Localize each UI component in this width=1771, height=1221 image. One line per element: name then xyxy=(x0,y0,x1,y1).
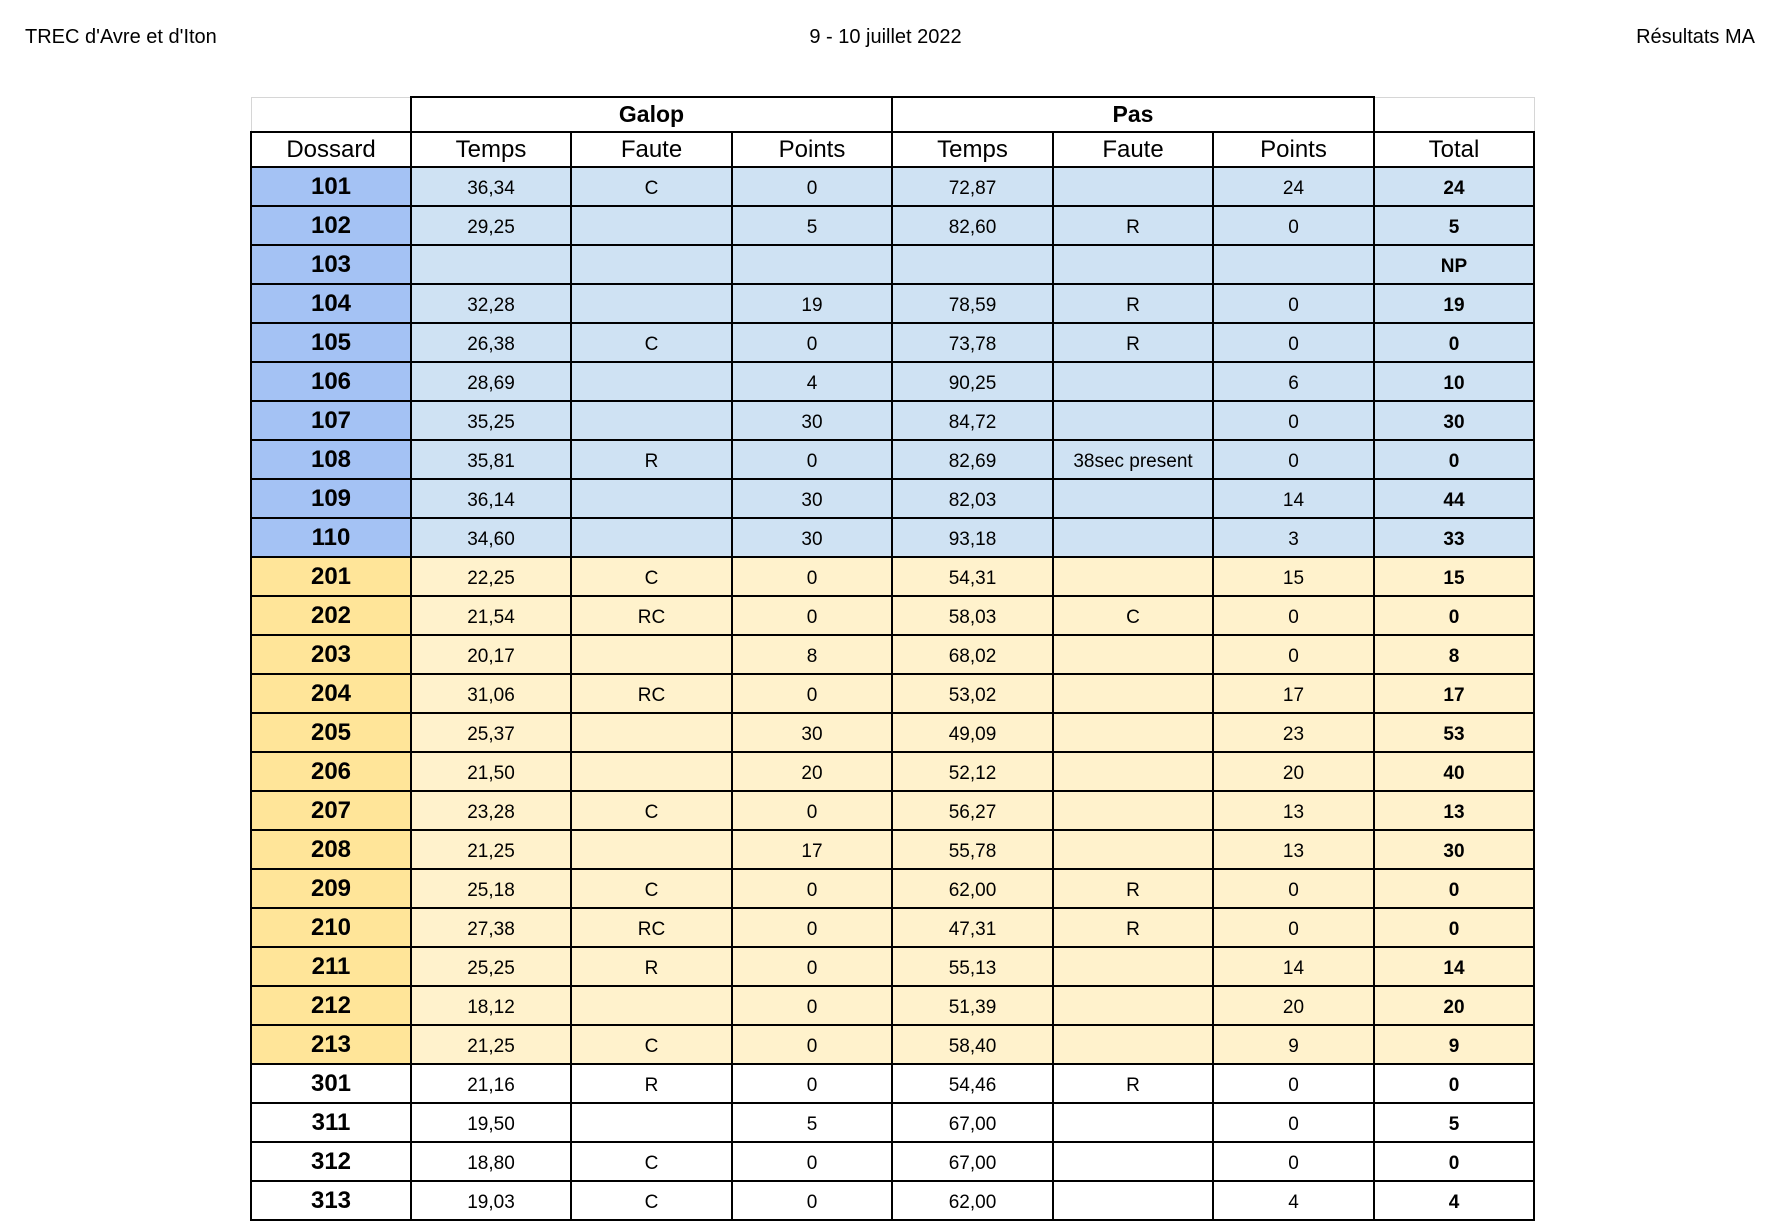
galop-temps-cell: 20,17 xyxy=(411,635,571,674)
pas-points-cell: 3 xyxy=(1213,518,1374,557)
total-cell: 0 xyxy=(1374,1142,1534,1181)
pas-temps-cell: 82,69 xyxy=(892,440,1053,479)
galop-temps-cell: 18,80 xyxy=(411,1142,571,1181)
column-header-galop-faute: Faute xyxy=(571,132,732,167)
galop-faute-cell: C xyxy=(571,1142,732,1181)
galop-points-cell: 0 xyxy=(732,1142,892,1181)
results-body xyxy=(251,167,1534,1220)
galop-faute-cell xyxy=(571,1103,732,1142)
galop-temps-cell: 28,69 xyxy=(411,362,571,401)
group-header-pas: Pas xyxy=(892,97,1374,132)
total-cell: 15 xyxy=(1374,557,1534,596)
pas-points-cell: 6 xyxy=(1213,362,1374,401)
pas-points-cell: 9 xyxy=(1213,1025,1374,1064)
total-cell: 5 xyxy=(1374,206,1534,245)
galop-points-cell: 0 xyxy=(732,1064,892,1103)
galop-faute-cell xyxy=(571,284,732,323)
galop-faute-cell: C xyxy=(571,869,732,908)
galop-points-cell: 0 xyxy=(732,323,892,362)
dossard-cell: 205 xyxy=(251,713,411,752)
galop-temps-cell: 36,14 xyxy=(411,479,571,518)
table-row xyxy=(251,635,1534,674)
table-row xyxy=(251,206,1534,245)
pas-faute-cell xyxy=(1053,401,1213,440)
table-row xyxy=(251,479,1534,518)
total-cell: 19 xyxy=(1374,284,1534,323)
document-title: TREC d'Avre et d'Iton xyxy=(25,26,217,48)
dossard-cell: 107 xyxy=(251,401,411,440)
table-row xyxy=(251,908,1534,947)
pas-temps-cell: 67,00 xyxy=(892,1103,1053,1142)
total-cell: 0 xyxy=(1374,869,1534,908)
pas-temps-cell: 62,00 xyxy=(892,1181,1053,1220)
table-row xyxy=(251,596,1534,635)
dossard-cell: 104 xyxy=(251,284,411,323)
dossard-cell: 102 xyxy=(251,206,411,245)
galop-points-cell: 0 xyxy=(732,791,892,830)
total-cell: 0 xyxy=(1374,1064,1534,1103)
galop-points-cell: 0 xyxy=(732,167,892,206)
dossard-cell: 313 xyxy=(251,1181,411,1220)
pas-points-cell: 15 xyxy=(1213,557,1374,596)
galop-points-cell: 4 xyxy=(732,362,892,401)
galop-faute-cell: R xyxy=(571,440,732,479)
galop-temps-cell: 23,28 xyxy=(411,791,571,830)
group-header-blank xyxy=(1374,97,1534,132)
table-row xyxy=(251,401,1534,440)
pas-temps-cell: 56,27 xyxy=(892,791,1053,830)
pas-temps-cell: 84,72 xyxy=(892,401,1053,440)
pas-points-cell: 0 xyxy=(1213,323,1374,362)
galop-faute-cell: R xyxy=(571,947,732,986)
dossard-cell: 210 xyxy=(251,908,411,947)
galop-temps-cell: 26,38 xyxy=(411,323,571,362)
dossard-cell: 106 xyxy=(251,362,411,401)
table-row xyxy=(251,518,1534,557)
pas-points-cell: 17 xyxy=(1213,674,1374,713)
total-cell: 0 xyxy=(1374,440,1534,479)
table-row xyxy=(251,986,1534,1025)
pas-temps-cell: 51,39 xyxy=(892,986,1053,1025)
galop-faute-cell xyxy=(571,830,732,869)
dossard-cell: 207 xyxy=(251,791,411,830)
pas-faute-cell xyxy=(1053,986,1213,1025)
total-cell: 24 xyxy=(1374,167,1534,206)
column-header-galop-temps: Temps xyxy=(411,132,571,167)
galop-faute-cell xyxy=(571,245,732,284)
galop-temps-cell: 19,50 xyxy=(411,1103,571,1142)
total-cell: 5 xyxy=(1374,1103,1534,1142)
pas-temps-cell: 47,31 xyxy=(892,908,1053,947)
galop-faute-cell xyxy=(571,401,732,440)
galop-points-cell: 30 xyxy=(732,401,892,440)
pas-faute-cell: R xyxy=(1053,284,1213,323)
pas-points-cell: 0 xyxy=(1213,908,1374,947)
total-cell: 20 xyxy=(1374,986,1534,1025)
table-row xyxy=(251,245,1534,284)
pas-points-cell: 0 xyxy=(1213,284,1374,323)
galop-temps-cell: 29,25 xyxy=(411,206,571,245)
pas-temps-cell: 82,60 xyxy=(892,206,1053,245)
pas-points-cell: 20 xyxy=(1213,752,1374,791)
galop-temps-cell: 27,38 xyxy=(411,908,571,947)
galop-points-cell: 0 xyxy=(732,908,892,947)
dossard-cell: 213 xyxy=(251,1025,411,1064)
pas-points-cell xyxy=(1213,245,1374,284)
pas-points-cell: 14 xyxy=(1213,479,1374,518)
column-header-pas-temps: Temps xyxy=(892,132,1053,167)
galop-faute-cell xyxy=(571,206,732,245)
galop-faute-cell xyxy=(571,635,732,674)
pas-faute-cell xyxy=(1053,479,1213,518)
dossard-cell: 211 xyxy=(251,947,411,986)
pas-temps-cell: 54,46 xyxy=(892,1064,1053,1103)
pas-temps-cell: 53,02 xyxy=(892,674,1053,713)
pas-temps-cell: 78,59 xyxy=(892,284,1053,323)
galop-temps-cell: 35,25 xyxy=(411,401,571,440)
event-date: 9 - 10 juillet 2022 xyxy=(809,26,962,48)
table-row xyxy=(251,674,1534,713)
total-cell: 9 xyxy=(1374,1025,1534,1064)
galop-temps-cell: 34,60 xyxy=(411,518,571,557)
galop-temps-cell: 21,50 xyxy=(411,752,571,791)
pas-temps-cell: 52,12 xyxy=(892,752,1053,791)
pas-temps-cell: 82,03 xyxy=(892,479,1053,518)
galop-temps-cell: 32,28 xyxy=(411,284,571,323)
galop-faute-cell xyxy=(571,479,732,518)
galop-points-cell: 8 xyxy=(732,635,892,674)
total-cell: 14 xyxy=(1374,947,1534,986)
galop-points-cell: 5 xyxy=(732,1103,892,1142)
table-row xyxy=(251,440,1534,479)
dossard-cell: 108 xyxy=(251,440,411,479)
group-header-row xyxy=(251,97,1534,132)
table-row xyxy=(251,557,1534,596)
table-row xyxy=(251,947,1534,986)
pas-points-cell: 23 xyxy=(1213,713,1374,752)
pas-faute-cell: R xyxy=(1053,323,1213,362)
column-header-dossard: Dossard xyxy=(251,132,411,167)
pas-faute-cell xyxy=(1053,1181,1213,1220)
table-row xyxy=(251,869,1534,908)
pas-temps-cell: 90,25 xyxy=(892,362,1053,401)
pas-points-cell: 14 xyxy=(1213,947,1374,986)
galop-temps-cell: 31,06 xyxy=(411,674,571,713)
galop-faute-cell: C xyxy=(571,791,732,830)
group-header-blank xyxy=(251,97,411,132)
dossard-cell: 105 xyxy=(251,323,411,362)
pas-points-cell: 20 xyxy=(1213,986,1374,1025)
galop-faute-cell: C xyxy=(571,1181,732,1220)
total-cell: 13 xyxy=(1374,791,1534,830)
galop-points-cell: 0 xyxy=(732,947,892,986)
pas-faute-cell xyxy=(1053,518,1213,557)
galop-points-cell: 5 xyxy=(732,206,892,245)
pas-faute-cell xyxy=(1053,167,1213,206)
pas-points-cell: 0 xyxy=(1213,869,1374,908)
galop-points-cell: 30 xyxy=(732,713,892,752)
galop-points-cell: 0 xyxy=(732,557,892,596)
pas-faute-cell xyxy=(1053,362,1213,401)
galop-points-cell: 0 xyxy=(732,1025,892,1064)
galop-faute-cell: RC xyxy=(571,596,732,635)
pas-temps-cell: 55,78 xyxy=(892,830,1053,869)
galop-faute-cell: C xyxy=(571,167,732,206)
galop-temps-cell: 25,25 xyxy=(411,947,571,986)
pas-points-cell: 0 xyxy=(1213,1103,1374,1142)
galop-points-cell: 17 xyxy=(732,830,892,869)
galop-temps-cell: 22,25 xyxy=(411,557,571,596)
galop-points-cell: 30 xyxy=(732,518,892,557)
galop-faute-cell xyxy=(571,362,732,401)
column-header-galop-points: Points xyxy=(732,132,892,167)
galop-temps-cell: 21,16 xyxy=(411,1064,571,1103)
galop-faute-cell xyxy=(571,986,732,1025)
pas-points-cell: 0 xyxy=(1213,206,1374,245)
galop-faute-cell xyxy=(571,518,732,557)
table-row xyxy=(251,713,1534,752)
total-cell: 44 xyxy=(1374,479,1534,518)
total-cell: 30 xyxy=(1374,830,1534,869)
group-header-galop: Galop xyxy=(411,97,892,132)
pas-faute-cell xyxy=(1053,635,1213,674)
results-table xyxy=(250,96,1535,1221)
table-row xyxy=(251,284,1534,323)
pas-temps-cell: 68,02 xyxy=(892,635,1053,674)
pas-points-cell: 0 xyxy=(1213,401,1374,440)
pas-points-cell: 4 xyxy=(1213,1181,1374,1220)
pas-faute-cell: R xyxy=(1053,206,1213,245)
total-cell: 0 xyxy=(1374,323,1534,362)
pas-temps-cell: 62,00 xyxy=(892,869,1053,908)
column-header-pas-faute: Faute xyxy=(1053,132,1213,167)
dossard-cell: 204 xyxy=(251,674,411,713)
total-cell: 0 xyxy=(1374,596,1534,635)
galop-temps-cell: 21,25 xyxy=(411,830,571,869)
pas-faute-cell xyxy=(1053,791,1213,830)
table-row xyxy=(251,752,1534,791)
galop-temps-cell: 19,03 xyxy=(411,1181,571,1220)
total-cell: 4 xyxy=(1374,1181,1534,1220)
pas-faute-cell xyxy=(1053,245,1213,284)
pas-temps-cell: 49,09 xyxy=(892,713,1053,752)
pas-faute-cell xyxy=(1053,1025,1213,1064)
total-cell: NP xyxy=(1374,245,1534,284)
total-cell: 30 xyxy=(1374,401,1534,440)
galop-faute-cell: C xyxy=(571,557,732,596)
pas-points-cell: 0 xyxy=(1213,440,1374,479)
pas-temps-cell: 58,03 xyxy=(892,596,1053,635)
galop-faute-cell: RC xyxy=(571,674,732,713)
galop-temps-cell: 18,12 xyxy=(411,986,571,1025)
total-cell: 33 xyxy=(1374,518,1534,557)
galop-points-cell: 0 xyxy=(732,1181,892,1220)
pas-faute-cell xyxy=(1053,752,1213,791)
total-cell: 10 xyxy=(1374,362,1534,401)
dossard-cell: 206 xyxy=(251,752,411,791)
pas-temps-cell: 73,78 xyxy=(892,323,1053,362)
column-header-total: Total xyxy=(1374,132,1534,167)
galop-faute-cell: R xyxy=(571,1064,732,1103)
galop-faute-cell xyxy=(571,752,732,791)
galop-temps-cell: 21,54 xyxy=(411,596,571,635)
pas-faute-cell: R xyxy=(1053,908,1213,947)
galop-faute-cell xyxy=(571,713,732,752)
pas-temps-cell: 58,40 xyxy=(892,1025,1053,1064)
pas-temps-cell xyxy=(892,245,1053,284)
galop-faute-cell: RC xyxy=(571,908,732,947)
dossard-cell: 212 xyxy=(251,986,411,1025)
pas-faute-cell xyxy=(1053,674,1213,713)
galop-faute-cell: C xyxy=(571,323,732,362)
pas-points-cell: 0 xyxy=(1213,1064,1374,1103)
table-row xyxy=(251,323,1534,362)
pas-points-cell: 24 xyxy=(1213,167,1374,206)
pas-temps-cell: 54,31 xyxy=(892,557,1053,596)
table-row xyxy=(251,1181,1534,1220)
dossard-cell: 201 xyxy=(251,557,411,596)
galop-points-cell: 30 xyxy=(732,479,892,518)
pas-faute-cell xyxy=(1053,557,1213,596)
galop-temps-cell: 35,81 xyxy=(411,440,571,479)
pas-faute-cell xyxy=(1053,830,1213,869)
dossard-cell: 110 xyxy=(251,518,411,557)
dossard-cell: 203 xyxy=(251,635,411,674)
table-row xyxy=(251,1142,1534,1181)
pas-faute-cell: C xyxy=(1053,596,1213,635)
dossard-cell: 312 xyxy=(251,1142,411,1181)
column-header-pas-points: Points xyxy=(1213,132,1374,167)
pas-faute-cell: 38sec present xyxy=(1053,440,1213,479)
galop-temps-cell: 36,34 xyxy=(411,167,571,206)
pas-faute-cell xyxy=(1053,713,1213,752)
pas-points-cell: 0 xyxy=(1213,1142,1374,1181)
galop-points-cell: 0 xyxy=(732,596,892,635)
total-cell: 53 xyxy=(1374,713,1534,752)
galop-points-cell xyxy=(732,245,892,284)
total-cell: 0 xyxy=(1374,908,1534,947)
table-row xyxy=(251,1025,1534,1064)
column-header-row xyxy=(251,132,1534,167)
pas-temps-cell: 72,87 xyxy=(892,167,1053,206)
table-row xyxy=(251,167,1534,206)
pas-temps-cell: 67,00 xyxy=(892,1142,1053,1181)
dossard-cell: 208 xyxy=(251,830,411,869)
galop-temps-cell: 25,18 xyxy=(411,869,571,908)
total-cell: 40 xyxy=(1374,752,1534,791)
pas-faute-cell xyxy=(1053,947,1213,986)
table-row xyxy=(251,791,1534,830)
galop-points-cell: 19 xyxy=(732,284,892,323)
table-row xyxy=(251,362,1534,401)
dossard-cell: 103 xyxy=(251,245,411,284)
galop-temps-cell: 25,37 xyxy=(411,713,571,752)
pas-temps-cell: 93,18 xyxy=(892,518,1053,557)
pas-faute-cell xyxy=(1053,1142,1213,1181)
dossard-cell: 101 xyxy=(251,167,411,206)
table-row xyxy=(251,830,1534,869)
galop-temps-cell: 21,25 xyxy=(411,1025,571,1064)
dossard-cell: 202 xyxy=(251,596,411,635)
pas-temps-cell: 55,13 xyxy=(892,947,1053,986)
dossard-cell: 109 xyxy=(251,479,411,518)
pas-faute-cell: R xyxy=(1053,869,1213,908)
table-row xyxy=(251,1103,1534,1142)
galop-temps-cell xyxy=(411,245,571,284)
dossard-cell: 301 xyxy=(251,1064,411,1103)
dossard-cell: 311 xyxy=(251,1103,411,1142)
dossard-cell: 209 xyxy=(251,869,411,908)
galop-points-cell: 0 xyxy=(732,440,892,479)
total-cell: 17 xyxy=(1374,674,1534,713)
document-subtitle: Résultats MA xyxy=(1636,26,1755,48)
pas-points-cell: 0 xyxy=(1213,635,1374,674)
pas-points-cell: 13 xyxy=(1213,830,1374,869)
pas-points-cell: 13 xyxy=(1213,791,1374,830)
total-cell: 8 xyxy=(1374,635,1534,674)
galop-faute-cell: C xyxy=(571,1025,732,1064)
pas-faute-cell xyxy=(1053,1103,1213,1142)
galop-points-cell: 0 xyxy=(732,869,892,908)
galop-points-cell: 20 xyxy=(732,752,892,791)
pas-points-cell: 0 xyxy=(1213,596,1374,635)
galop-points-cell: 0 xyxy=(732,986,892,1025)
pas-faute-cell: R xyxy=(1053,1064,1213,1103)
galop-points-cell: 0 xyxy=(732,674,892,713)
table-row xyxy=(251,1064,1534,1103)
